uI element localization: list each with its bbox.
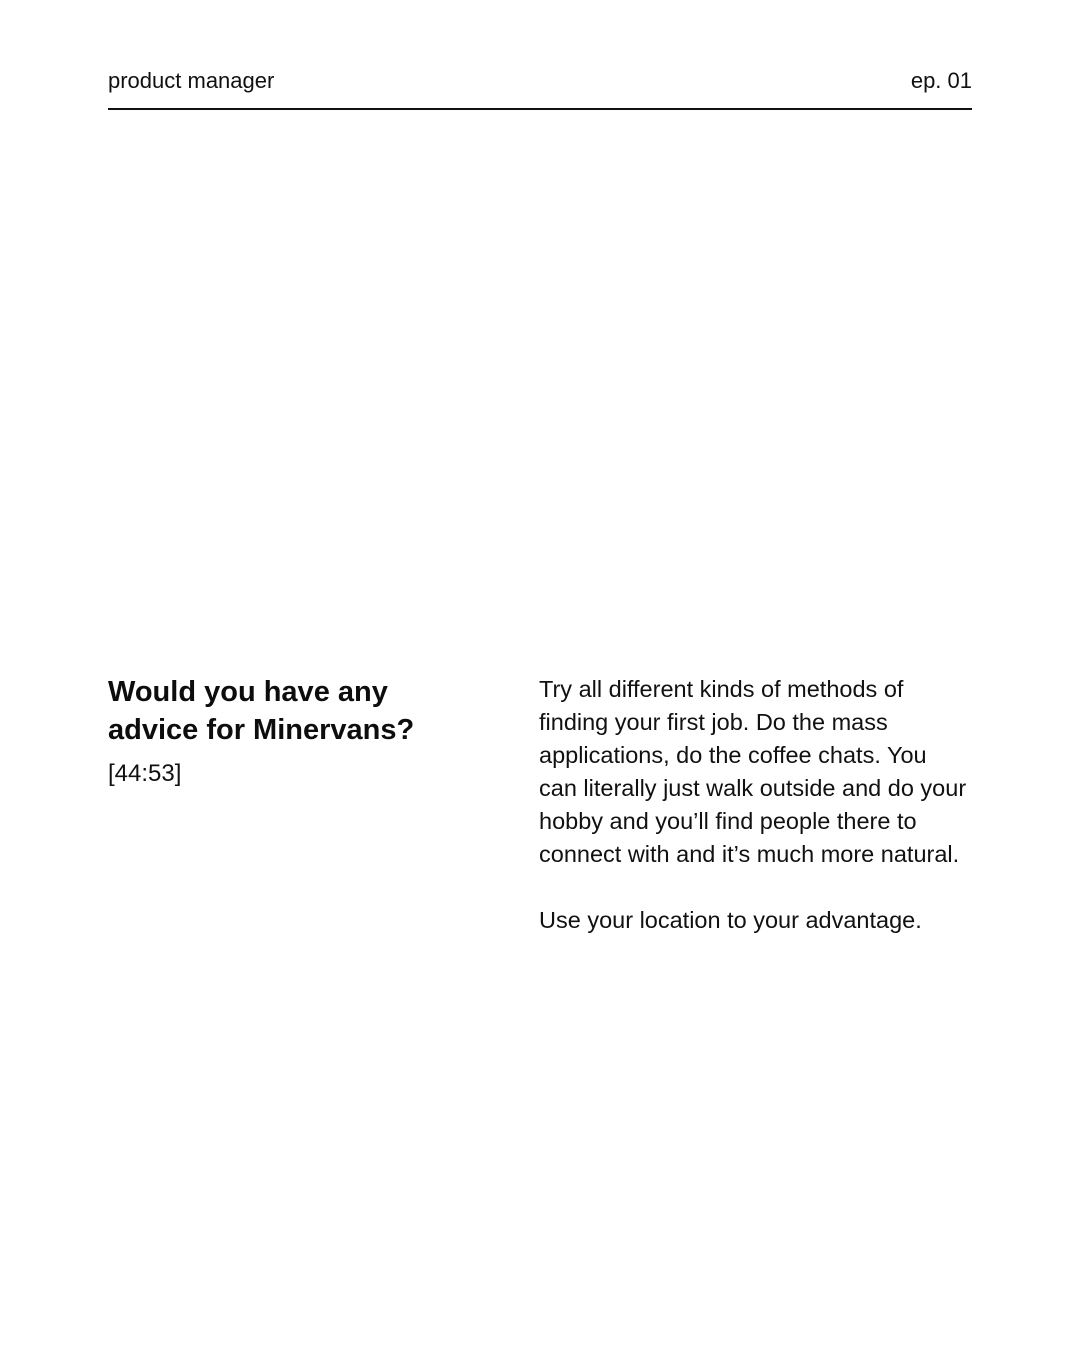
- answer-paragraph: Try all different kinds of methods of finding your first job. Do the mass applications, do the coffee chats. You can literally just walk outside and do your hobby and you’ll find people there to connect with and it’s much more natural.: [539, 676, 967, 867]
- timestamp: [44:53]: [108, 760, 182, 787]
- episode-label: ep. 01: [910, 68, 972, 93]
- answer-paragraph: Use your location to your advantage.: [539, 907, 922, 933]
- page-header: [108, 64, 972, 110]
- series-label: product manager: [108, 68, 275, 93]
- question-title: Would you have any advice for Minervans?: [108, 676, 415, 746]
- question-block: [108, 673, 438, 789]
- answer-block: [539, 673, 969, 937]
